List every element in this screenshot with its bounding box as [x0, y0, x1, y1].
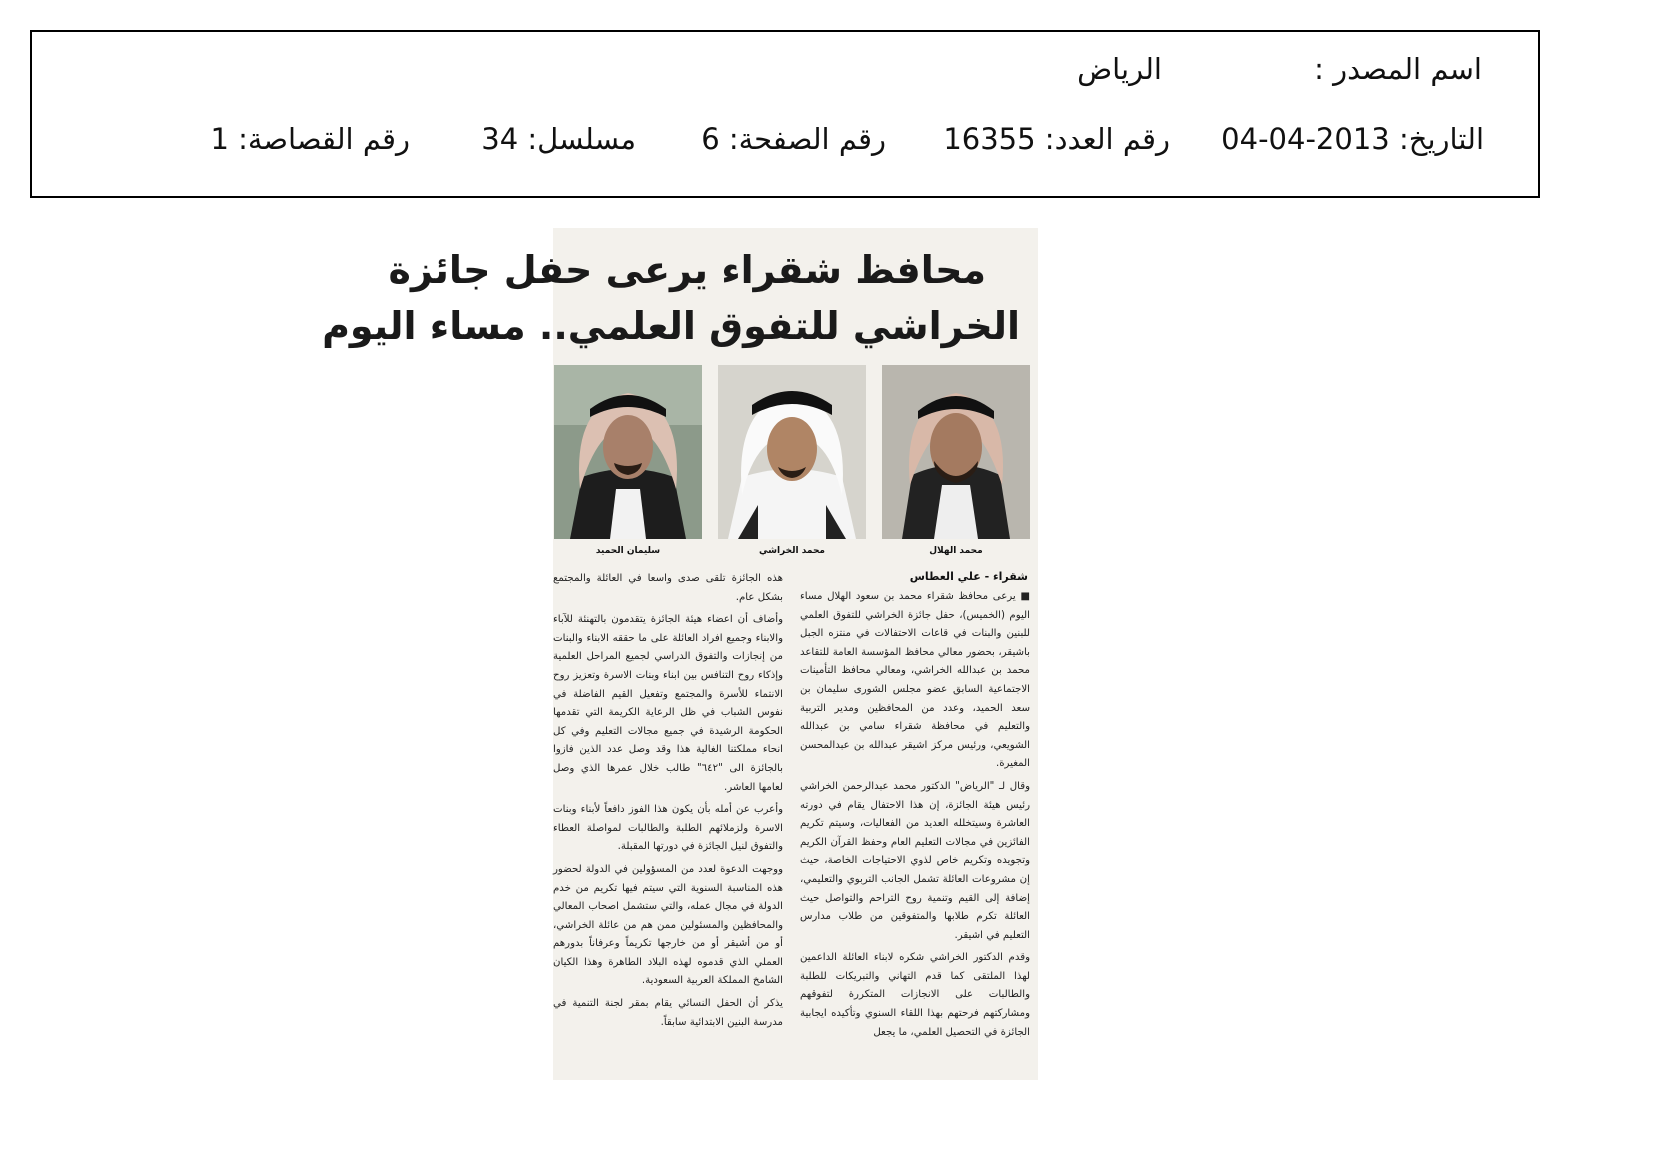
paragraph: ■ يرعى محافظ شقراء محمد بن سعود الهلال مساء اليوم (الخميس)، حفل جائزة الخراشي للتفوق العلمي للبنين والبنات في قاعات الاحتفالات في منتزه الجبل باشيقر، بحضور معالي محافظ المؤسسة العامة للتقاعد محمد بن عبدالله الخراشي، ومعالي محافظ التأمينات الاجتماعية السابق عضو مجلس الشورى سليمان بن سعد الحميد، وعدد من المحافظين ومدير التربية والتعليم في محافظة شقراء سامي بن عبدالله الشويعي، ورئيس مركز اشيقر عبدالله بن عبدالمحسن المغيرة.: [800, 591, 1030, 770]
article-column-right: [800, 588, 1030, 1046]
paragraph: وقال لـ "الرياض" الدكتور محمد عبدالرحمن الخراشي رئيس هيئة الجائزة، إن هذا الاحتفال يقام في دورته العاشرة وسيتخلله العديد من الفعاليات، وسيتم تكريم الفائزين في مجالات التعليم العام وحفظ القرآن الكريم وتجويده وتكريم خاص لذوي الاحتياجات الخاصة، حيث إن مشروعات العائلة تشمل الجانب التربوي والتعليمي، إضافة إلى القيم وتنمية روح التراحم والتواصل حيث العائلة تكرم طلابها والمتفوقين من طلاب مدارس التعليم في اشيقر.: [800, 780, 1030, 941]
byline: شقراء - علي العطاس: [909, 570, 1028, 583]
photo-caption-2: محمد الخراشي: [758, 546, 825, 556]
paragraph: وأعرب عن أمله بأن يكون هذا الفوز دافعاً لأبناء وبنات الاسرة ولزملائهم الطلبة والطالبات لمواصلة العطاء والتفوق لنيل الجائزة في دورتها المقبلة.: [553, 804, 783, 853]
issue-number-field: رقم العدد: 16355: [943, 122, 1170, 156]
newspaper-clipping: [322, 228, 1038, 1080]
source-value: الرياض: [1077, 52, 1162, 86]
paragraph: وأضاف أن اعضاء هيئة الجائزة يتقدمون بالتهنئة للآباء والابناء وجميع افراد العائلة على ما حققه الابناء والبنات من إنجازات والتفوق الدراسي لجميع المراحل العلمية وإذكاء روح التنافس بين ابناء وبنات الاسرة وتعزيز روح الانتماء للأسرة والمجتمع وتفعيل القيم الفاضلة في نفوس الشباب في ظل الرعاية الكريمة التي تقدمها الحكومة الرشيدة في جميع مجالات التعليم وفي كل انحاء مملكتنا الغالية هذا وقد وصل عدد الذين فازوا بالجائزة الى "٦٤٢" طالب خلال عمرها الذي وصل لعامها العاشر.: [553, 614, 783, 793]
photo-caption-1: محمد الهلال: [929, 546, 983, 556]
paragraph: ووجهت الدعوة لعدد من المسؤولين في الدولة لحضور هذه المناسبة السنوية التي سيتم فيها تكريم من خدم الدولة في مجال عمله، والتي ستشمل اصحاب المعالي والمحافظين والمسئولين ممن هم من عائلة الخراشي، أو من أشيقر أو من خارجها تكريماً وعرفاناً بدورهم العملي الذي قدموه لهذه البلاد الطاهرة وهذا الكيان الشامخ المملكة العربية السعودية.: [553, 863, 783, 987]
paragraph: وقدم الدكتور الخراشي شكره لابناء العائلة الداعمين لهذا الملتقى كما قدم التهاني والتبريكات للطلبة والطالبات على الانجازات المتكررة لتفوقهم ومشاركتهم فرحتهم بهذا اللقاء السنوي وتأكيده ايجابية الجائزة في التحصيل العلمي، ما يجعل: [800, 952, 1030, 1038]
photo-caption-3: سليمان الحميد: [595, 546, 661, 556]
serial-field: مسلسل: 34: [481, 122, 636, 156]
metadata-box: [30, 30, 1540, 198]
page-number-field: رقم الصفحة: 6: [701, 122, 886, 156]
portrait-photo-1: [882, 365, 1030, 539]
clip-number-field: رقم القصاصة: 1: [210, 122, 410, 156]
portrait-photo-3: [554, 365, 702, 539]
headline-line-2: الخراشي للتفوق العلمي.. مساء اليوم: [322, 304, 1020, 348]
paragraph: يذكر أن الحفل النسائي يقام بمقر لجنة التنمية في مدرسة البنين الابتدائية سابقاً.: [553, 998, 783, 1028]
paragraph: هذه الجائزة تلقى صدى واسعا في العائلة والمجتمع بشكل عام.: [553, 573, 783, 603]
portrait-photo-2: [718, 365, 866, 539]
date-field: التاريخ: 2013-04-04: [1221, 122, 1484, 156]
source-label: اسم المصدر :: [1314, 52, 1482, 86]
article-column-left: [553, 570, 783, 1036]
headline-line-1: محافظ شقراء يرعى حفل جائزة: [388, 248, 986, 292]
